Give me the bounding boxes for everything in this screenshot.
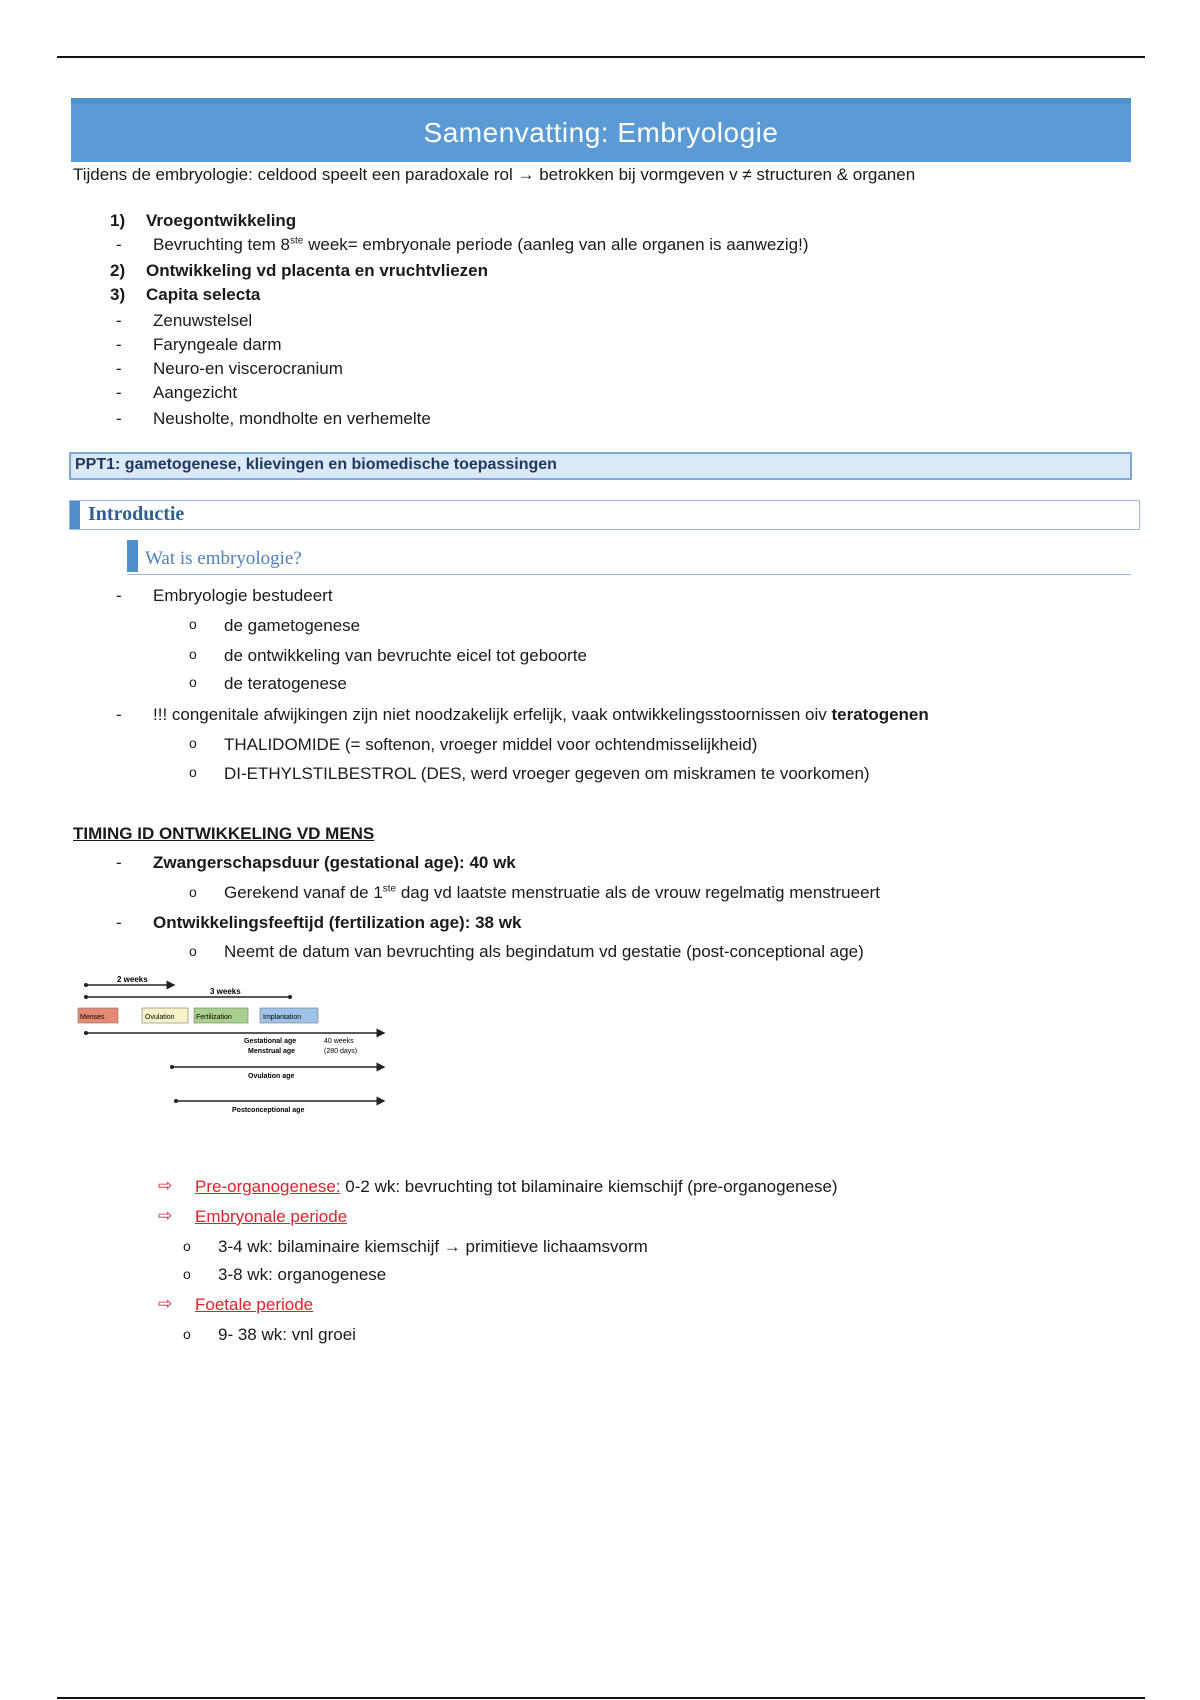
- heading-2-text: Wat is embryologie?: [145, 548, 302, 569]
- list-item: 9- 38 wk: vnl groei: [218, 1325, 356, 1344]
- menstrual-age-label: Menstrual age: [248, 1048, 296, 1055]
- heading-introductie: [69, 500, 1140, 530]
- outline-item-3: Capita selecta: [146, 285, 261, 304]
- postconceptional-label: Postconceptional age: [232, 1107, 305, 1114]
- list-item: de ontwikkeling van bevruchte eicel tot geboorte: [224, 646, 587, 665]
- days280-label: (280 days): [324, 1048, 358, 1055]
- list-item: THALIDOMIDE (= softenon, vroeger middel voor ochtendmisselijkheid): [224, 735, 758, 754]
- menses-label: Menses: [80, 1014, 105, 1021]
- timeline-figure: [72, 970, 392, 1130]
- circle-bullet: o: [189, 646, 197, 662]
- dash: -: [116, 853, 122, 872]
- dash: -: [116, 359, 122, 378]
- circle-bullet: o: [189, 674, 197, 690]
- dash: -: [116, 705, 122, 724]
- dash: -: [116, 235, 122, 254]
- outline-item-1: Vroegontwikkeling: [146, 211, 297, 230]
- list-item: 3-4 wk: bilaminaire kiemschijf → primitieve lichaamsvorm: [218, 1237, 648, 1256]
- heading-1-text: Introductie: [88, 503, 185, 525]
- fertilization-age: Ontwikkelingsfeeftijd (fertilization age): 38 wk: [153, 913, 522, 932]
- list-item: Neusholte, mondholte en verhemelte: [153, 409, 431, 428]
- outline-num-1: 1): [110, 211, 126, 230]
- weeks40-label: 40 weeks: [324, 1038, 354, 1045]
- list-item: 3-8 wk: organogenese: [218, 1265, 387, 1284]
- ovulation-label: Ovulation: [145, 1014, 175, 1021]
- list-item: DI-ETHYLSTILBESTROL (DES, werd vroeger gegeven om miskramen te voorkomen): [224, 764, 870, 783]
- circle-bullet: o: [189, 616, 197, 632]
- ppt-header: PPT1: gametogenese, klievingen en biomedische toepassingen: [69, 452, 1132, 480]
- circle-bullet: o: [189, 735, 197, 751]
- foetale-periode: Foetale periode: [195, 1295, 314, 1314]
- heading-marker: [127, 540, 138, 572]
- outline-item-2: Ontwikkeling vd placenta en vruchtvliezen: [146, 261, 488, 280]
- arrow-icon: ⇨: [158, 1294, 173, 1313]
- three-weeks-label: 3 weeks: [210, 987, 241, 996]
- heading-wat-is-embryologie: [127, 540, 1131, 575]
- outline-num-3: 3): [110, 285, 126, 304]
- dash: -: [116, 586, 122, 605]
- bottom-rule: [57, 1697, 1145, 1699]
- circle-bullet: o: [189, 884, 197, 900]
- circle-bullet: o: [183, 1326, 191, 1342]
- list-item: Neuro-en viscerocranium: [153, 359, 343, 378]
- circle-bullet: o: [189, 943, 197, 959]
- outline-num-2: 2): [110, 261, 126, 280]
- intro-line: Tijdens de embryologie: celdood speelt een paradoxale rol → betrokken bij vormgeven v ≠ structuren & organen: [73, 165, 916, 184]
- list-item: Aangezicht: [153, 383, 238, 402]
- fertilization-label: Fertilization: [196, 1014, 232, 1021]
- circle-bullet: o: [183, 1238, 191, 1254]
- gestational-age-label: Gestational age: [244, 1038, 297, 1045]
- arrow-icon: ⇨: [158, 1176, 173, 1195]
- circle-bullet: o: [183, 1266, 191, 1282]
- dash: -: [116, 409, 122, 428]
- top-rule: [57, 56, 1145, 58]
- dash: -: [116, 383, 122, 402]
- list-item: Zenuwstelsel: [153, 311, 253, 330]
- list-item: de gametogenese: [224, 616, 361, 635]
- two-weeks-label: 2 weeks: [117, 975, 148, 984]
- arrow-icon: ⇨: [158, 1206, 173, 1225]
- list-item: de teratogenese: [224, 674, 347, 693]
- heading-marker: [70, 501, 80, 529]
- implantation-label: Implantation: [263, 1014, 302, 1021]
- circle-bullet: o: [189, 764, 197, 780]
- outline-item-1-sub: Bevruchting tem 8ste week= embryonale periode (aanleg van alle organen is aanwezig!): [153, 235, 809, 254]
- gestational-sub: Gerekend vanaf de 1ste dag vd laatste menstruatie als de vrouw regelmatig menstrueert: [224, 883, 880, 902]
- list-item: Faryngeale darm: [153, 335, 282, 354]
- pre-organogenese: Pre-organogenese: 0-2 wk: bevruchting tot bilaminaire kiemschijf (pre-organogenese): [195, 1177, 838, 1196]
- dash: -: [116, 311, 122, 330]
- gestational-age: Zwangerschapsduur (gestational age): 40 wk: [153, 853, 516, 872]
- section-lead: Embryologie bestudeert: [153, 586, 333, 605]
- timing-heading: TIMING ID ONTWIKKELING VD MENS: [73, 824, 375, 843]
- title-bar: [71, 98, 1131, 162]
- dash: -: [116, 335, 122, 354]
- document-title: Samenvatting: Embryologie: [423, 117, 779, 148]
- fertilization-sub: Neemt de datum van bevruchting als begindatum vd gestatie (post-conceptional age): [224, 942, 864, 961]
- congenital-note: !!! congenitale afwijkingen zijn niet noodzakelijk erfelijk, vaak ontwikkelingsstoornissen oiv teratogenen: [153, 705, 929, 724]
- embryonale-periode: Embryonale periode: [195, 1207, 348, 1226]
- ovulation-age-label: Ovulation age: [248, 1073, 295, 1080]
- dash: -: [116, 913, 122, 932]
